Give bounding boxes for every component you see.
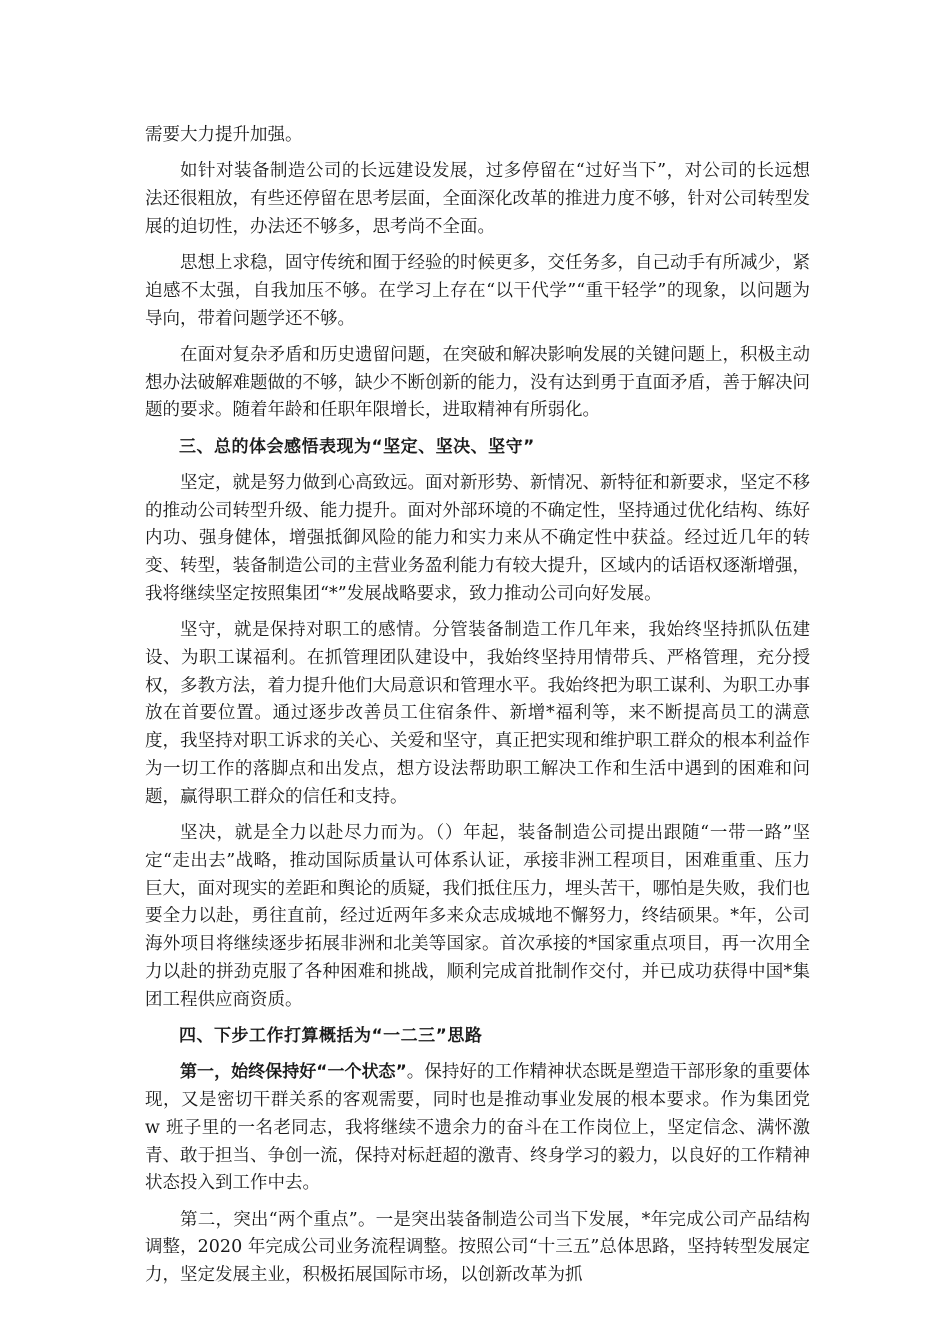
section-heading-3: 三、总的体会感悟表现为“坚定、坚决、坚守” xyxy=(179,436,535,457)
paragraph-continuation: 需要大力提升加强。 xyxy=(145,125,303,145)
paragraph-body: 。保持好的工作精神状态既是塑造干部形象的重要体现，又是密切干群关系的客观需要，同时也是推动事业发展的根本要求。作为集团党 w 班子里的一名老同志，我将继续不遗余力的奋斗在工作岗位上，坚定信念、满怀激青、敢于担当、争创一流，保持对标赶超的激青、终身学习的毅力，以良好的工作精神状态投入到工作中去。 xyxy=(145,1062,810,1194)
paragraph-mindset: 思想上求稳，固守传统和囿于经验的时候更多，交任务多，自己动手有所减少，紧迫感不太强，自我加压不够。在学习上存在“以干代学”“重干轻学”的现象，以问题为导向，带着问题学还不够。 xyxy=(145,252,810,329)
paragraph-steadfast: 坚守，就是保持对职工的感情。分管装备制造工作几年来，我始终坚持抓队伍建设、为职工谋福利。在抓管理团队建设中，我始终坚持用情带兵、严格管理，充分授权，多教方法，着力提升他们大局意识和管理水平。我始终把为职工谋利、为职工办事放在首要位置。通过逐步改善员工住宿条件、新增*福利等，来不断提高员工的满意度，我坚持对职工诉求的关心、关爱和坚守，真正把实现和维护职工群众的根本利益作为一切工作的落脚点和出发点，想方设法帮助职工解决工作和生活中遇到的困难和问题，赢得职工群众的信任和支持。 xyxy=(145,620,810,807)
paragraph-lead-bold: 第一，始终保持好“一个状态” xyxy=(180,1062,407,1083)
paragraph-long-term-development: 如针对装备制造公司的长远建设发展，过多停留在“过好当下”，对公司的长远想法还很粗放，有些还停留在思考层面，全面深化改革的推进力度不够，针对公司转型发展的迫切性，办法还不够多，思考尚不全面。 xyxy=(145,161,810,237)
section-heading-4: 四、下步工作打算概括为“一二三”思路 xyxy=(179,1026,483,1047)
paragraph-first-point xyxy=(145,1059,810,1198)
paragraph-complex-problems: 在面对复杂矛盾和历史遗留问题，在突破和解决影响发展的关键问题上，积极主动想办法破解难题做的不够，缺少不断创新的能力，没有达到勇于直面矛盾，善于解决问题的要求。随着年龄和任职年限增长，进取精神有所弱化。 xyxy=(145,344,810,421)
paragraph-second-point: 第二，突出“两个重点”。一是突出装备制造公司当下发展，*年完成公司产品结构调整，2020 年完成公司业务流程调整。按照公司“十三五”总体思路，坚持转型发展定力，坚定发展主业，积极拓展国际市场，以创新改革为抓 xyxy=(145,1209,810,1286)
paragraph-determined: 坚决，就是全力以赴尽力而为。（）年起，装备制造公司提出跟随“一带一路”坚定“走出去”战略，推动国际质量认可体系认证，承接非洲工程项目，困难重重、压力巨大，面对现实的差距和舆论的质疑，我们抵住压力，埋头苦干，哪怕是失败，我们也要全力以赴，勇往直前，经过近两年多来众志成城地不懈努力，终结硕果。*年，公司海外项目将继续逐步拓展非洲和北美等国家。首次承接的*国家重点项目，再一次用全力以赴的拼劲克服了各种困难和挑战，顺利完成首批制作交付，并已成功获得中国*集团工程供应商资质。 xyxy=(145,823,810,1010)
document-page xyxy=(145,122,810,1298)
paragraph-firm: 坚定，就是努力做到心高致远。面对新形势、新情况、新特征和新要求，坚定不移的推动公司转型升级、能力提升。面对外部环境的不确定性，坚持通过优化结构、练好内功、强身健体，增强抵御风险的能力和实力来从不确定性中获益。经过近几年的转变、转型，装备制造公司的主营业务盈利能力有较大提升，区域内的话语权逐渐增强，我将继续坚定按照集团“*”发展战略要求，致力推动公司向好发展。 xyxy=(145,472,810,604)
